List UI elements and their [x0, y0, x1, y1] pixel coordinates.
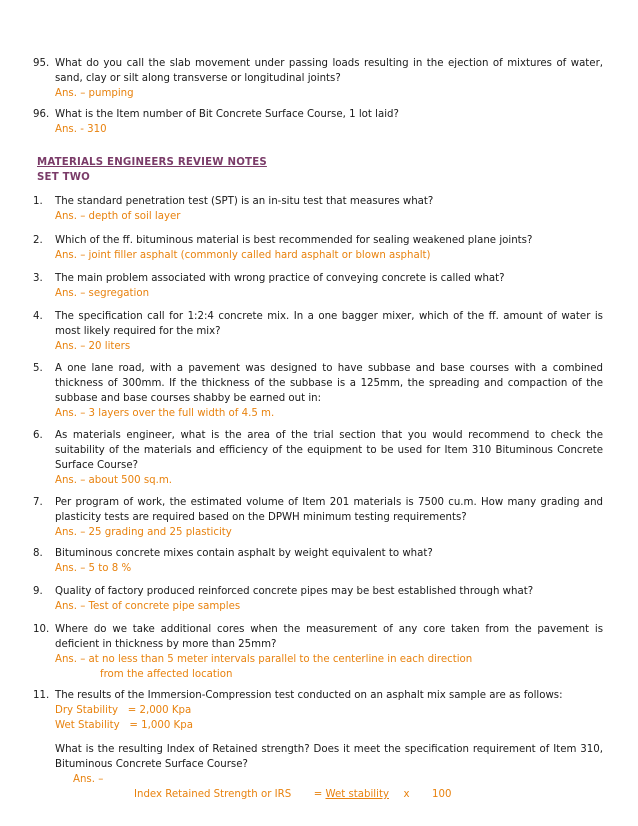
question-9 — [33, 584, 603, 614]
answer-text: Ans. – at no less than 5 meter intervals parallel to the centerline in each direction — [55, 654, 473, 665]
question-text: What do you call the slab movement under passing loads resulting in the ejection of mixtures of water, sand, clay or silt along transverse or longitudinal joints? — [55, 58, 603, 84]
answer-text: Ans. – 25 grading and 25 plasticity — [55, 527, 232, 538]
formula-times: x — [403, 789, 410, 800]
question-number: 7. — [33, 497, 43, 508]
question-text: What is the Item number of Bit Concrete Surface Course, 1 lot laid? — [55, 109, 399, 120]
question-10 — [33, 622, 603, 682]
question-3 — [33, 271, 603, 301]
answer-text: Ans. - 310 — [55, 124, 107, 135]
answer-text: Ans. – pumping — [55, 88, 134, 99]
formula-left: Index Retained Strength or IRS — [134, 789, 292, 800]
answer-text: Ans. – 3 layers over the full width of 4.5 m. — [55, 408, 275, 419]
answer-text: Ans. – Test of concrete pipe samples — [55, 601, 241, 612]
question-96 — [33, 107, 603, 137]
question-number: 11. — [33, 690, 50, 701]
question-text: The specification call for 1:2:4 concrete mix. In a one bagger mixer, which of the ff. amount of water is most likely required for the mix? — [55, 311, 603, 337]
dry-stability-value: Dry Stability = 2,000 Kpa — [55, 705, 192, 716]
answer-label: Ans. – — [73, 774, 104, 785]
answer-text: Ans. – segregation — [55, 288, 150, 299]
question-number: 1. — [33, 196, 43, 207]
answer-text: Ans. – about 500 sq.m. — [55, 475, 173, 486]
question-text: The standard penetration test (SPT) is an in-situ test that measures what? — [55, 196, 434, 207]
question-4 — [33, 309, 603, 354]
question-number: 95. — [33, 58, 50, 69]
question-number: 2. — [33, 235, 43, 246]
question-text: Quality of factory produced reinforced concrete pipes may be best established through what? — [55, 586, 534, 597]
formula-numerator: Wet stability — [325, 789, 389, 800]
question-95 — [33, 56, 603, 101]
question-number: 6. — [33, 430, 43, 441]
question-number: 96. — [33, 109, 50, 120]
question-number: 4. — [33, 311, 43, 322]
question-text: The results of the Immersion-Compression test conducted on an asphalt mix sample are as follows: — [55, 690, 563, 701]
question-number: 3. — [33, 273, 43, 284]
question-text: Per program of work, the estimated volume of Item 201 materials is 7500 cu.m. How many grading and plasticity tests are required based on the DPWH minimum testing requirements? — [55, 497, 603, 523]
question-number: 5. — [33, 363, 43, 374]
wet-stability-value: Wet Stability = 1,000 Kpa — [55, 720, 193, 731]
answer-text: Ans. – joint filler asphalt (commonly called hard asphalt or blown asphalt) — [55, 250, 431, 261]
question-text: Where do we take additional cores when the measurement of any core taken from the pavement is deficient in thickness by more than 25mm? — [55, 624, 603, 650]
question-number: 10. — [33, 624, 50, 635]
answer-text-continued: from the affected location — [100, 669, 233, 680]
formula-equals: = — [313, 789, 323, 800]
question-text: Which of the ff. bituminous material is best recommended for sealing weakened plane joints? — [55, 235, 533, 246]
question-8 — [33, 546, 603, 576]
question-text: Bituminous concrete mixes contain asphalt by weight equivalent to what? — [55, 548, 433, 559]
question-text-2: What is the resulting Index of Retained strength? Does it meet the specification requirement of Item 310, Bituminous Concrete Surface Course? — [55, 744, 603, 770]
question-7 — [33, 495, 603, 540]
answer-text: Ans. – depth of soil layer — [55, 211, 181, 222]
section-subtitle: SET TWO — [37, 172, 91, 183]
question-text: The main problem associated with wrong practice of conveying concrete is called what? — [55, 273, 505, 284]
answer-text: Ans. – 5 to 8 % — [55, 563, 132, 574]
question-text: As materials engineer, what is the area of the trial section that you would recommend to check the suitability of the materials and efficiency of the equipment to be used for Item 310 Bituminous Concrete Surface Course? — [55, 430, 603, 471]
answer-text: Ans. – 20 liters — [55, 341, 131, 352]
question-number: 8. — [33, 548, 43, 559]
formula-value: 100 — [432, 789, 452, 800]
question-6 — [33, 428, 603, 488]
question-text: A one lane road, with a pavement was designed to have subbase and base courses with a combined thickness of 300mm. If the thickness of the subbase is a 125mm, the spreading and compaction of the subbase and base courses shabby be earned out in: — [55, 363, 603, 404]
question-11 — [33, 688, 603, 802]
section-title: MATERIALS ENGINEERS REVIEW NOTES — [37, 157, 267, 168]
question-2 — [33, 233, 603, 263]
question-number: 9. — [33, 586, 43, 597]
question-5 — [33, 361, 603, 421]
irs-formula — [55, 787, 603, 802]
question-1 — [33, 194, 603, 224]
